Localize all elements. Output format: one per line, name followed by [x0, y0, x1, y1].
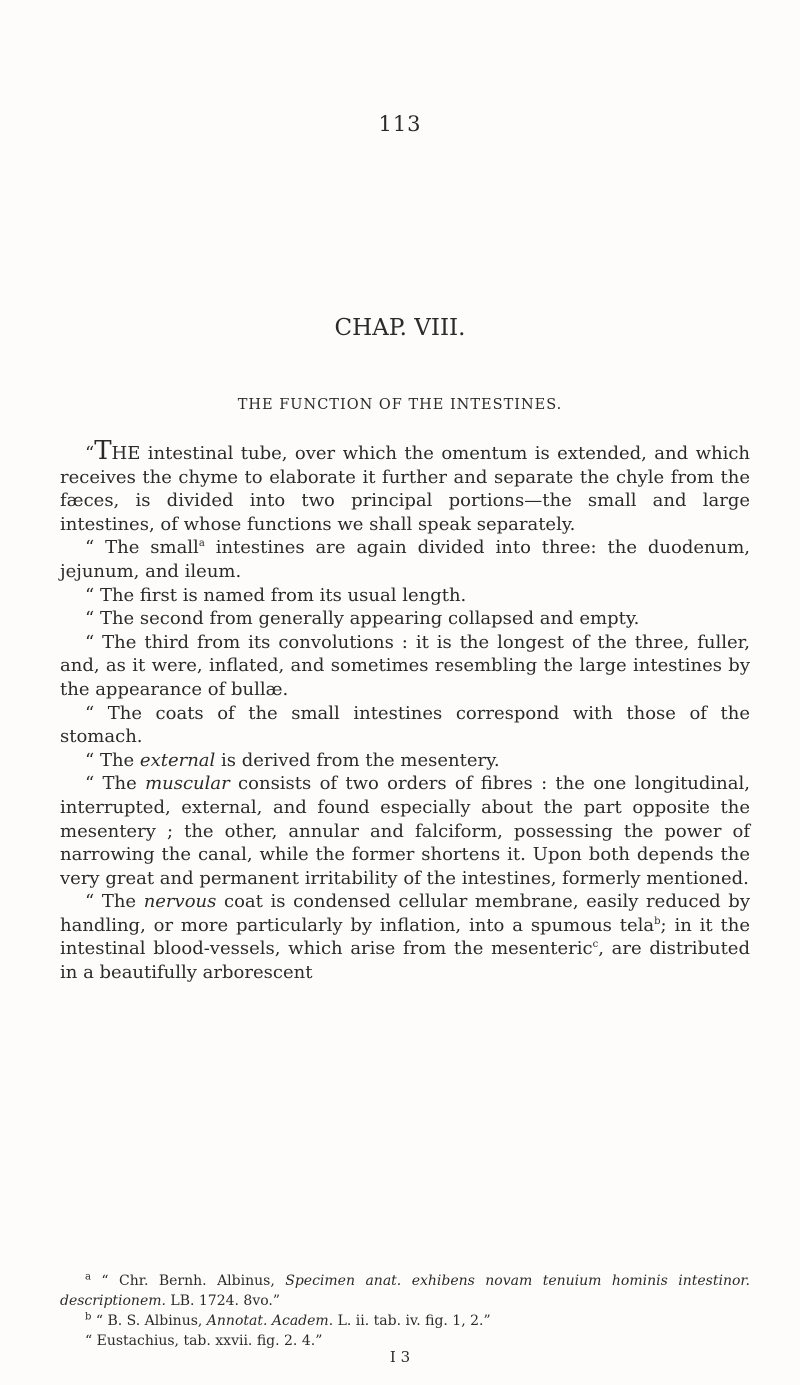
- chapter-title: CHAP. VIII.: [334, 315, 466, 341]
- paragraph: “ The nervous coat is condensed cellular membrane, easily reduced by handling, or more particularly by inflation, into a spumous tela$^b$; in it the intestinal blood-vessels, which arise from the mesenteric$^c$, are distributed in a beautifully arborescent: [60, 891, 750, 984]
- footnote: $^a$ “ Chr. Bernh. Albinus, Specimen anat. exhibens novam tenuium hominis intestinor. descriptionem. LB. 1724. 8vo.”: [60, 1271, 751, 1309]
- drop-letter: T: [94, 436, 112, 466]
- footnote: $^b$ “ B. S. Albinus, Annotat. Academ. L. ii. tab. iv. fig. 1, 2.”: [85, 1311, 491, 1329]
- paragraph: “ The external is derived from the mesentery.: [85, 749, 500, 771]
- footnote-ref: b: [654, 915, 661, 927]
- signature-mark: I 3: [389, 1348, 411, 1366]
- paragraph: “ The first is named from its usual length.: [85, 584, 467, 606]
- paragraph: “ The second from generally appearing collapsed and empty.: [85, 608, 640, 630]
- body-text: [60, 436, 750, 985]
- footnotes: [60, 1271, 750, 1351]
- footnote: “ Eustachius, tab. xxvii. fig. 2. 4.”: [85, 1333, 323, 1349]
- paragraph: “ The third from its convolutions : it is the longest of the three, fuller, and, as it were, inflated, and sometimes resembling the large intestines by the appearance of bullæ.: [60, 631, 750, 700]
- footnote-ref: c: [592, 939, 599, 951]
- page-number: 113: [378, 112, 422, 136]
- paragraph: “ The coats of the small intestines correspond with those of the stomach.: [60, 702, 750, 748]
- paragraph: “ The muscular consists of two orders of fibres : the one longitudinal, interrupted, external, and found especially about the part opposite the mesentery ; the other, annular and falciform, possessing the power of narrowing the canal, while the former shortens it. Upon both depends the very great and permanent irritability of the intestines, formerly mentioned.: [60, 773, 750, 889]
- footnote-ref: a: [198, 538, 205, 550]
- chapter-subtitle: THE FUNCTION OF THE INTESTINES.: [237, 397, 563, 413]
- paragraph: “THE intestinal tube, over which the omentum is extended, and which receives the chyme to elaborate it further and separate the chyle from the fæces, is divided into two principal portions—the small and large intestines, of whose functions we shall speak separately.: [60, 436, 750, 535]
- paragraph: “ The small$^a$ intestines are again divided into three: the duodenum, jejunum, and ileum.: [60, 537, 750, 582]
